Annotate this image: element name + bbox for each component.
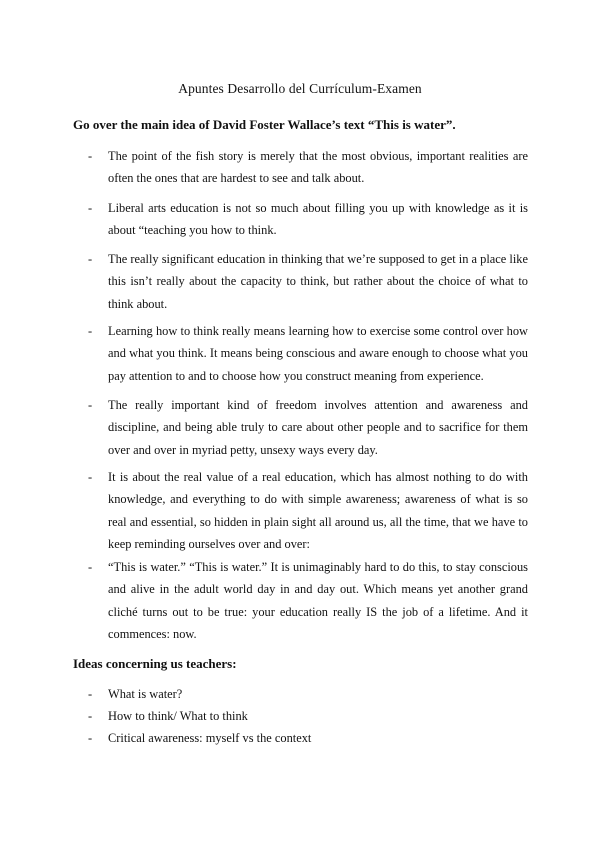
list-item (88, 728, 311, 748)
list-item-text: “This is water.” “This is water.” It is unimaginably hard to do this, to stay conscious and alive in the adult world day in and day out. Which means yet another grand cliché turns out to be true: your education really IS the job of a lifetime. And it commences: now. (108, 560, 528, 641)
bullet-dash: - (88, 560, 93, 574)
section-heading-teachers: Ideas concerning us teachers: (73, 656, 237, 671)
list-item (88, 145, 528, 190)
document-title: Apuntes Desarrollo del Currículum-Examen (178, 81, 422, 96)
bullet-dash: - (88, 149, 93, 163)
list-item-text: How to think/ What to think (108, 709, 248, 723)
bullet-dash: - (88, 324, 93, 338)
list-item (88, 466, 528, 555)
list-item (88, 684, 182, 704)
list-item-text: Learning how to think really means learning how to exercise some control over how and what you think. It means being conscious and aware enough to choose what you pay attention to and to choose how you construct meaning from experience. (108, 324, 528, 383)
list-item (88, 320, 528, 387)
bullet-dash: - (88, 252, 93, 266)
list-item-text: It is about the real value of a real education, which has almost nothing to do with knowledge, and everything to do with simple awareness; awareness of what is so real and essential, so hidden in plain sight all around us, all the time, that we have to keep reminding ourselves over and over: (108, 470, 528, 551)
list-item (88, 706, 248, 726)
bullet-dash: - (88, 687, 93, 701)
bullet-dash: - (88, 398, 93, 412)
list-item-text: Liberal arts education is not so much about filling you up with knowledge as it is about “teaching you how to think. (108, 201, 528, 238)
list-item-text: What is water? (108, 687, 183, 701)
list-item-text: The really significant education in thinking that we’re supposed to get in a place like this isn’t really about the capacity to think, but rather about the choice of what to think about. (108, 252, 528, 311)
list-item-text: The really important kind of freedom involves attention and awareness and discipline, and being able truly to care about other people and to sacrifice for them over and over in myriad petty, unsexy ways every day. (108, 398, 528, 457)
list-item-text: Critical awareness: myself vs the context (108, 731, 312, 745)
list-item (88, 248, 528, 315)
list-item (88, 394, 528, 461)
bullet-dash: - (88, 470, 93, 484)
bullet-dash: - (88, 709, 93, 723)
list-item (88, 197, 528, 242)
bullet-dash: - (88, 731, 93, 745)
list-item-text: The point of the fish story is merely that the most obvious, important realities are often the ones that are hardest to see and talk about. (108, 149, 528, 186)
list-item (88, 556, 528, 645)
bullet-dash: - (88, 201, 93, 215)
section-heading-main-idea: Go over the main idea of David Foster Wallace’s text “This is water”. (73, 117, 456, 132)
